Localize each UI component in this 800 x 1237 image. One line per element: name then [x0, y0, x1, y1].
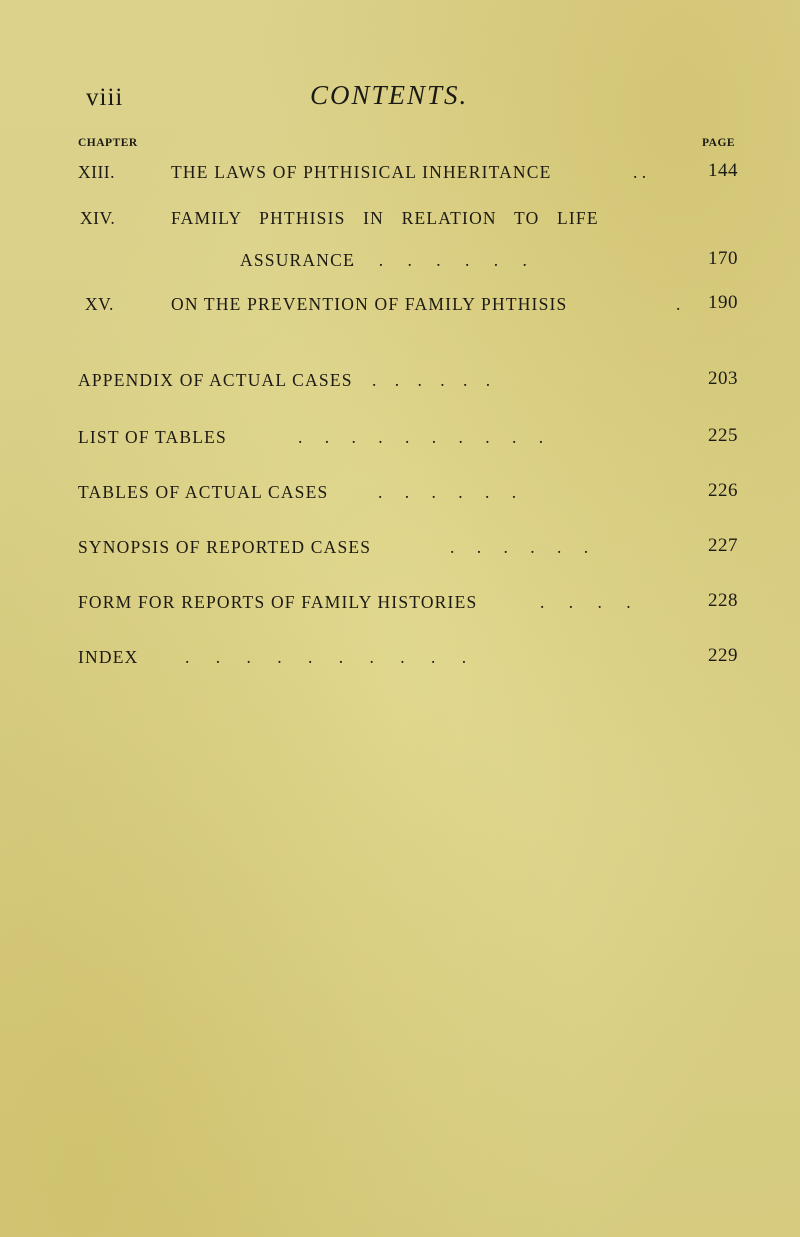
page-number: 170 [708, 248, 738, 269]
dot-leaders: . . [633, 162, 647, 182]
chapter-column-heading: CHAPTER [78, 137, 138, 149]
chapter-title-line-2: ASSURANCE [240, 250, 355, 270]
dot-leaders: . [676, 294, 681, 314]
back-matter-title: LIST OF TABLES [78, 427, 227, 447]
dot-leaders: . . . . . . . . . . [298, 427, 544, 447]
dot-leaders: . . . . . . . . . . [185, 647, 467, 667]
chapter-title: THE LAWS OF PHTHISICAL INHERITANCE [171, 162, 552, 182]
dot-leaders: . . . . . . [378, 482, 517, 502]
dot-leaders: . . . . . . [372, 370, 491, 390]
page-number: 203 [708, 368, 738, 389]
chapter-title: ON THE PREVENTION OF FAMILY PHTHISIS [171, 294, 568, 314]
page-number: 144 [708, 160, 738, 181]
page-number: 228 [708, 590, 738, 611]
back-matter-title: INDEX [78, 647, 139, 667]
back-matter-title: APPENDIX OF ACTUAL CASES [78, 370, 353, 390]
page-column-heading: PAGE [702, 137, 736, 149]
page-number: 227 [708, 535, 738, 556]
dot-leaders: . . . . . . [450, 537, 589, 557]
back-matter-title: FORM FOR REPORTS OF FAMILY HISTORIES [78, 592, 478, 612]
back-matter-title: SYNOPSIS OF REPORTED CASES [78, 537, 372, 557]
dot-leaders: . . . . . . . [350, 250, 527, 270]
page-number: 226 [708, 480, 738, 501]
dot-leaders: . . . . [540, 592, 631, 612]
chapter-numeral: XIII. [78, 162, 115, 182]
page-number: 229 [708, 645, 738, 666]
chapter-title-line-1: FAMILY PHTHISIS IN RELATION TO LIFE [171, 208, 599, 228]
chapter-numeral: XV. [85, 294, 114, 314]
page-number: 225 [708, 425, 738, 446]
page-title: CONTENTS. [310, 80, 469, 110]
chapter-numeral: XIV. [80, 208, 116, 228]
back-matter-title: TABLES OF ACTUAL CASES [78, 482, 329, 502]
page-number: 190 [708, 292, 738, 313]
running-page-number: viii [86, 84, 124, 111]
